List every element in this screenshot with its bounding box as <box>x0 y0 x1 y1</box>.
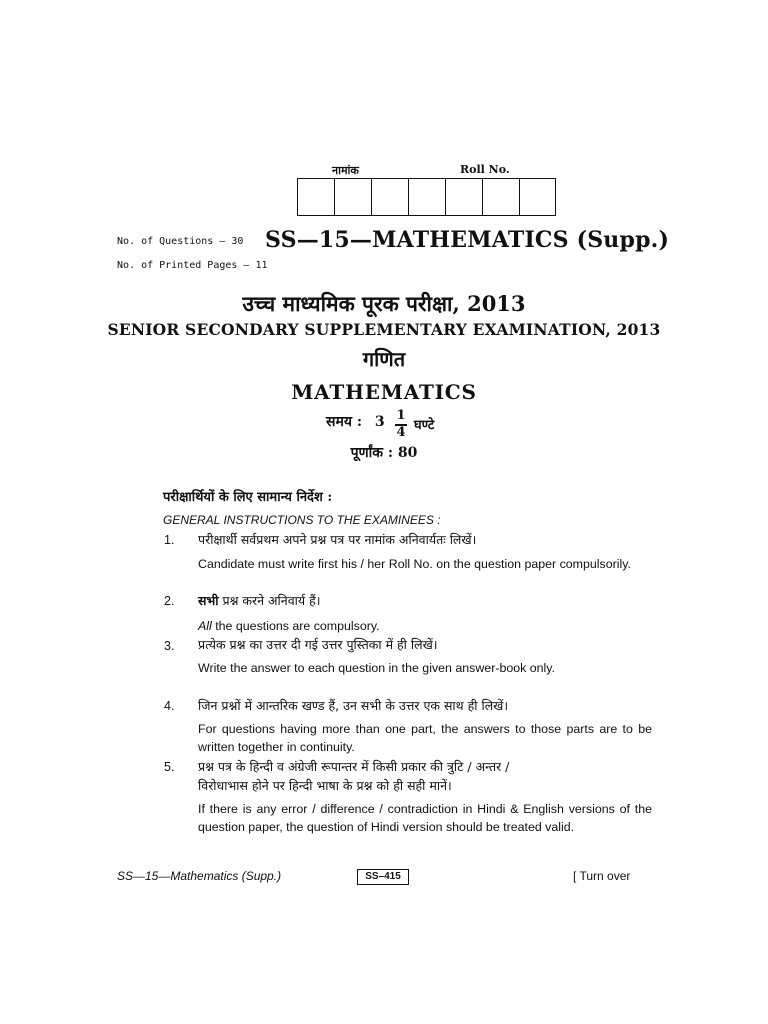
roll-box <box>334 178 371 216</box>
paper-title: SS—15—MATHEMATICS (Supp.) <box>265 227 670 253</box>
roll-box <box>445 178 482 216</box>
instruction-number: 5. <box>164 760 175 774</box>
printed-pages: No. of Printed Pages — 11 <box>117 260 268 271</box>
time-whole: 3 <box>374 414 385 430</box>
subject-english: MATHEMATICS <box>291 380 477 404</box>
roll-box <box>519 178 556 216</box>
exam-title-hindi: उच्च माध्यमिक पूरक परीक्षा, 2013 <box>242 291 526 316</box>
instruction-number: 3. <box>164 639 175 653</box>
roll-box <box>371 178 408 216</box>
instruction-hindi: जिन प्रश्नों में आन्तरिक खण्ड हैं, उन सभी के उत्तर एक साथ ही लिखें। <box>198 698 509 713</box>
instructions-heading-english: GENERAL INSTRUCTIONS TO THE EXAMINEES : <box>163 513 441 527</box>
instruction-hindi <box>198 592 321 609</box>
total-marks: पूर्णांक : 80 <box>350 445 418 461</box>
question-count: No. of Questions — 30 <box>117 236 244 247</box>
roll-number-boxes <box>297 178 556 216</box>
instruction-hindi-emphasis: सभी <box>198 593 219 608</box>
roll-box <box>408 178 445 216</box>
time-numerator: 1 <box>396 408 406 423</box>
instructions-heading-hindi: परीक्षार्थियों के लिए सामान्य निर्देश : <box>163 490 333 505</box>
instruction-english: If there is any error / difference / contradiction in Hindi & English versions of the question paper, the question of Hindi version should be treated valid. <box>198 802 652 834</box>
time-label <box>326 412 389 431</box>
roll-box <box>297 178 334 216</box>
instruction-english: Write the answer to each question in the given answer-book only. <box>198 661 556 675</box>
time-label-text: समय : <box>326 414 362 430</box>
subject-hindi: गणित <box>362 347 406 371</box>
time-unit: घण्टे <box>414 418 435 433</box>
paper-code-box: SS–415 <box>357 869 409 885</box>
instruction-hindi: विरोधाभास होने पर हिन्दी भाषा के प्रश्न को ही सही मानें। <box>198 778 452 793</box>
time-fraction <box>393 408 409 442</box>
instruction-hindi: प्रश्न पत्र के हिन्दी व अंग्रेजी रूपान्तर में किसी प्रकार की त्रुटि / अन्तर / <box>198 759 510 774</box>
instruction-hindi: प्रत्येक प्रश्न का उत्तर दी गई उत्तर पुस्तिका में ही लिखें। <box>198 637 438 652</box>
instruction-english-rest: the questions are compulsory. <box>211 619 380 633</box>
instruction-english <box>198 617 652 635</box>
instruction-hindi: परीक्षार्थी सर्वप्रथम अपने प्रश्न पत्र पर नामांक अनिवार्यतः लिखें। <box>198 532 477 547</box>
instruction-number: 2. <box>164 594 175 608</box>
footer-right: [ Turn over <box>573 869 631 883</box>
roll-label-hindi: नामांक <box>332 164 359 177</box>
time-denominator: 4 <box>396 425 406 440</box>
roll-box <box>482 178 519 216</box>
instruction-number: 1. <box>164 533 175 547</box>
footer-left: SS—15—Mathematics (Supp.) <box>117 869 282 883</box>
instruction-number: 4. <box>164 699 175 713</box>
exam-title-english: SENIOR SECONDARY SUPPLEMENTARY EXAMINATION, 2013 <box>107 320 661 339</box>
instruction-english: For questions having more than one part, the answers to those parts are to be written together in continuity. <box>198 722 652 754</box>
instruction-english: Candidate must write first his / her Roll No. on the question paper compulsorily. <box>198 557 631 571</box>
instruction-english-emphasis: All <box>198 619 212 633</box>
roll-label-english: Roll No. <box>460 163 510 176</box>
instruction-hindi-rest: प्रश्न करने अनिवार्य हैं। <box>218 593 321 608</box>
